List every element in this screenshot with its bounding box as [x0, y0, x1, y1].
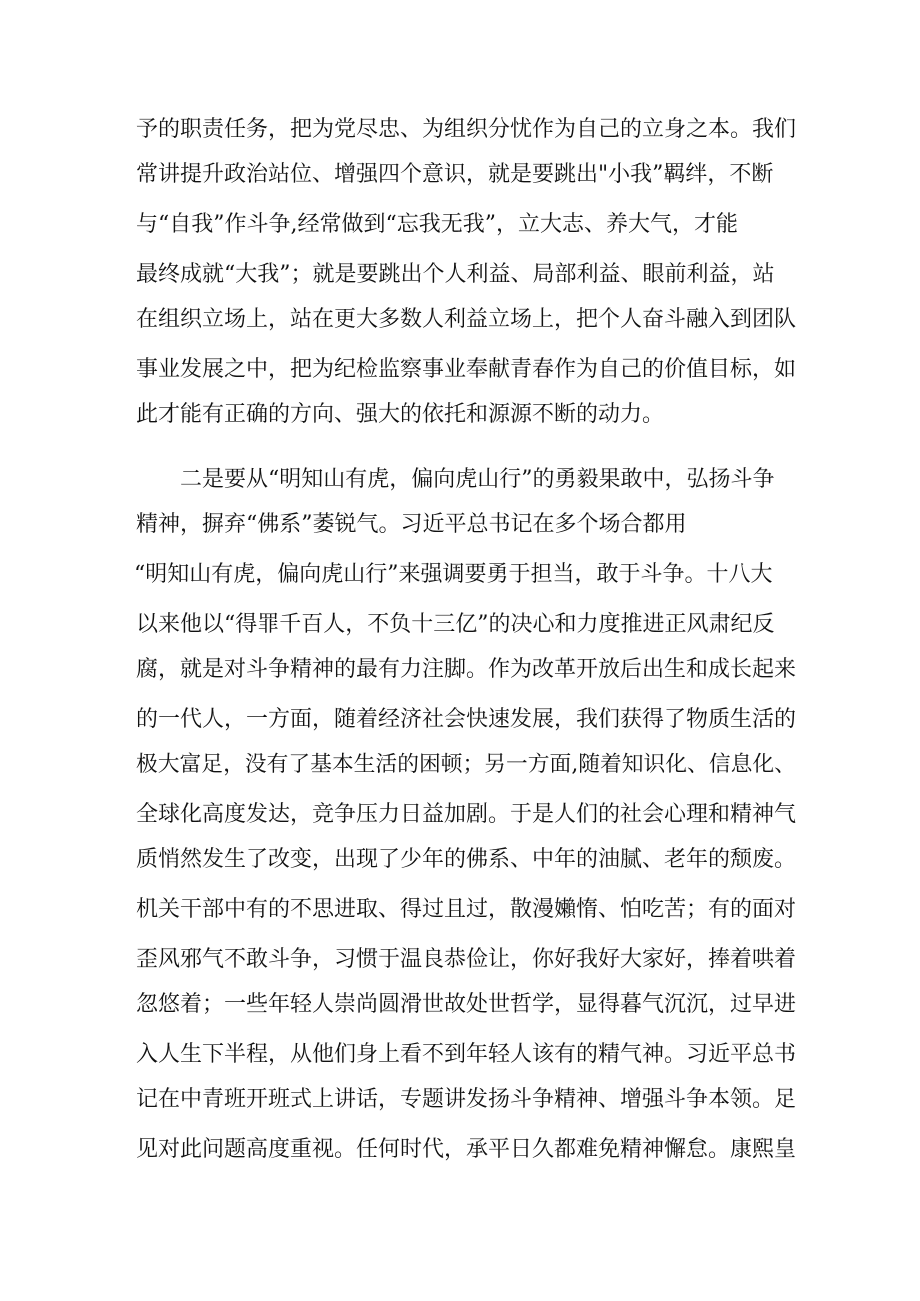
- paragraph-2-line-15: 见对此问题高度重视。任何时代，承平日久都难免精神懈怠。康熙皇: [136, 1137, 797, 1162]
- paragraph-1-line-3: 与“自我”作斗争,经常做到“忘我无我”，立大志、养大气，才能: [136, 212, 738, 237]
- paragraph-2-line-12: 忽悠着；一些年轻人崇尚圆滑世故处世哲学，显得暮气沉沉，过早进: [136, 992, 797, 1017]
- paragraph-2-line-2: 精神，摒弃“佛系”萎锐气。习近平总书记在多个场合都用: [136, 512, 687, 537]
- paragraph-2-line-7: 极大富足，没有了基本生活的困顿；另一方面,随着知识化、信息化、: [136, 752, 796, 777]
- paragraph-1-line-2: 常讲提升政治站位、增强四个意识，就是要跳出"小我”羁绊，不断: [136, 162, 774, 187]
- paragraph-1-line-4: 最终成就“大我”；就是要跳出个人利益、局部利益、眼前利益，站: [136, 262, 775, 287]
- paragraph-2-line-5: 腐，就是对斗争精神的最有力注脚。作为改革开放后出生和成长起来: [136, 657, 797, 682]
- paragraph-2-line-4: 以来他以“得罪千百人，不负十三亿”的决心和力度推进正风肃纪反: [136, 612, 775, 637]
- paragraph-2-line-13: 入人生下半程，从他们身上看不到年轻人该有的精气神。习近平总书: [136, 1042, 797, 1067]
- paragraph-1-line-6: 事业发展之中，把为纪检监察事业奉献青春作为自己的价值目标，如: [136, 357, 797, 382]
- paragraph-2-line-9: 质悄然发生了改变，出现了少年的佛系、中年的油腻、老年的颓废。: [136, 847, 797, 872]
- paragraph-2-line-10: 机关干部中有的不思进取、得过且过，散漫嬾惰、怕吃苦；有的面对: [136, 897, 797, 922]
- paragraph-2-line-6: 的一代人，一方面，随着经济社会快速发展，我们获得了物质生活的: [136, 707, 797, 732]
- paragraph-1-line-1: 予的职责任务，把为党尽忠、为组织分忧作为自己的立身之本。我们: [136, 117, 797, 142]
- paragraph-1-line-5: 在组织立场上，站在更大多数人利益立场上，把个人奋斗融入到团队: [136, 307, 797, 332]
- paragraph-2-line-3: “明知山有虎，偏向虎山行”来强调要勇于担当，敢于斗争。十八大: [134, 562, 773, 587]
- paragraph-2-line-8: 全球化高度发达，竞争压力日益加剧。于是人们的社会心理和精神气: [136, 802, 797, 827]
- paragraph-2-line-11: 歪风邪气不敢斗争，习惯于温良恭俭让，你好我好大家好，捧着哄着: [136, 947, 797, 972]
- paragraph-2-line-14: 记在中青班开班式上讲话，专题讲发扬斗争精神、增强斗争本领。足: [136, 1087, 797, 1112]
- paragraph-2-line-1: 二是要从“明知山有虎，偏向虎山行”的勇毅果敢中，弘扬斗争: [180, 467, 775, 492]
- paragraph-1-line-7: 此才能有正确的方向、强大的依托和源源不断的动力。: [136, 402, 665, 427]
